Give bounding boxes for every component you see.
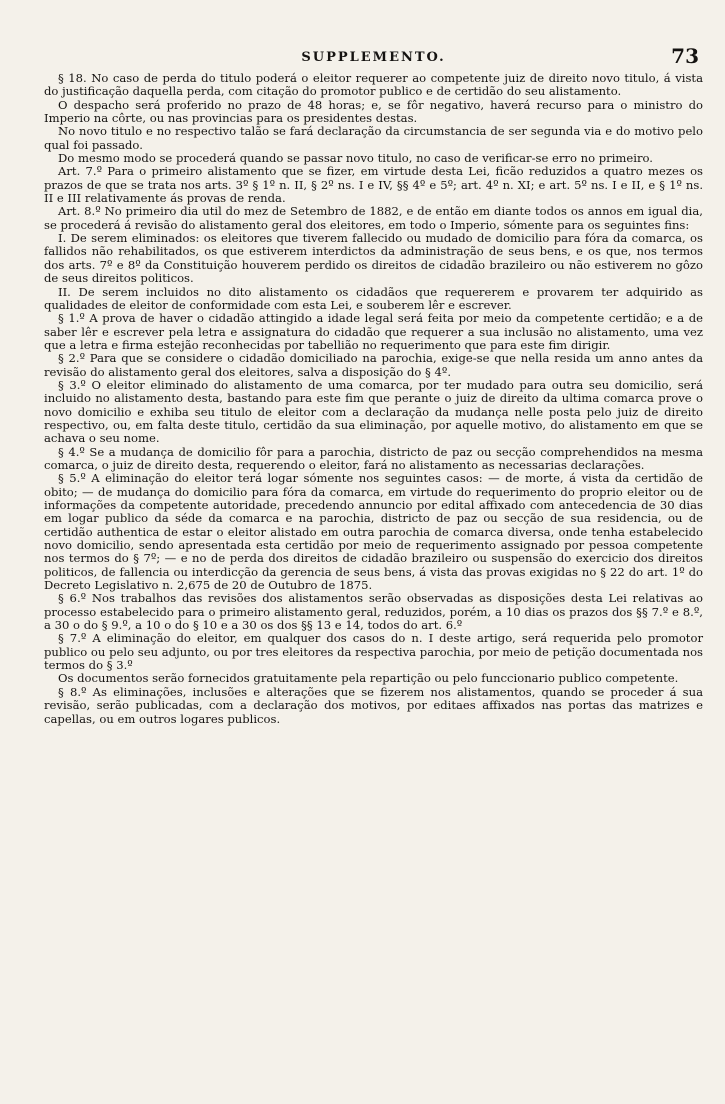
paragraph-item-i: I. De serem eliminados: os eleitores que tiverem fallecido ou mudado de domicilio para fóra da comarca, os fallidos não rehabilitados, os que estiverem interdictos da administração de seus bens, e os que, nos termos dos arts. 7º e 8º da Constituição houverem perdido os direitos de cidadão brazileiro ou não estiverem no gôzo de seus direitos politicos.	[44, 231, 703, 286]
page-number: 73	[671, 44, 699, 68]
running-title: SUPPLEMENTO.	[301, 50, 446, 65]
paragraph-s6: § 6.º Nos trabalhos das revisões dos alistamentos serão observadas as disposições desta Lei relativas ao processo estabelecido para o primeiro alistamento geral, reduzidos, porém, a 10 dias os prazos dos §§ 7.º e 8.º, a 30 o do § 9.º, a 10 o do § 10 e a 30 os dos §§ 13 e 14, todos do art. 6.º	[44, 591, 703, 633]
paragraph-art-7: Art. 7.º Para o primeiro alistamento que se fizer, em virtude desta Lei, ficão reduzidos a quatro mezes os prazos de que se trata nos arts. 3º § 1º n. II, § 2º ns. I e IV, §§ 4º e 5º; art. 4º n. XI; e art. 5º ns. I e II, e § 1º ns. II e III relativamente ás provas de renda.	[44, 164, 703, 206]
paragraph-s3: § 3.º O eleitor eliminado do alistamento de uma comarca, por ter mudado para outra seu domicilio, será incluido no alistamento desta, bastando para este fim que perante o juiz de direito da ultima comarca prove o novo domicilio e exhiba seu titulo de eleitor com a declaração da mudança nelle posta pelo juiz de direito respectivo, ou, em falta deste titulo, certidão da sua eliminação, por aquelle motivo, do alistamento em que se achava o seu nome.	[44, 377, 703, 446]
paragraph-s2: § 2.º Para que se considere o cidadão domiciliado na parochia, exige-se que nella resida um anno antes da revisão do alistamento geral dos eleitores, salva a disposição do § 4º.	[44, 351, 703, 379]
paragraph-despacho: O despacho será proferido no prazo de 48 horas; e, se fôr negativo, haverá recurso para o ministro do Imperio na côrte, ou nas provincias para os presidentes destas.	[44, 97, 703, 126]
paragraph-s1: § 1.º A prova de haver o cidadão attingido a idade legal será feita por meio da competente certidão; e a de saber lêr e escrever pela letra e assignatura do cidadão que requerer a sua inclusão no alistamento, uma vez que a letra e firma estejão reconhecidas por tabellião no requerimento que para este fim dirigir.	[44, 311, 703, 352]
paragraph-s18: § 18. No caso de perda do titulo poderá o eleitor requerer ao competente juiz de direito novo titulo, á vista do justificação daquella perda, com citação do promotor publico e de certidão do seu alistamento.	[44, 71, 703, 99]
paragraph-s7: § 7.º A eliminação do eleitor, em qualquer dos casos do n. I deste artigo, será requerida pelo promotor publico ou pelo seu adjunto, ou por tres eleitores da respectiva parochia, por meio de petição documentada nos termos do § 3.º	[44, 631, 703, 673]
paragraph-erro: Do mesmo modo se procederá quando se passar novo titulo, no caso de verificar-se erro no primeiro.	[58, 151, 653, 166]
paragraph-s4: § 4.º Se a mudança de domicilio fôr para a parochia, districto de paz ou secção comprehendidos na mesma comarca, o juiz de direito desta, requerendo o eleitor, fará no alistamento as necessarias declarações.	[44, 444, 703, 472]
paragraph-s5: § 5.º A eliminação do eleitor terá logar sómente nos seguintes casos: — de morte, á vista da certidão de obito; — de mudança do domicilio para fóra da comarca, em virtude do requerimento do proprio eleitor ou de informações da competente autoridade, precedendo annuncio por edital affixado com antecedencia de 30 dias em logar publico da séde da comarca e na parochia, districto de paz ou secção de sua residencia, ou de certidão authentica de estar o eleitor alistado em outra parochia de comarca diversa, onde tenha estabelecido novo domicilio, sendo apresentada esta certidão por meio de requerimento assignado por pessoa competente nos termos do § 7º; — e no de perda dos direitos de cidadão brazileiro ou suspensão do exercicio dos direitos politicos, de fallencia ou interdicção da gerencia de seus bens, á vista das provas exigidas no § 22 do art. 1º do Decreto Legislativo n. 2,675 de 20 de Outubro de 1875.	[44, 471, 703, 593]
paragraph-novo-titulo: No novo titulo e no respectivo talão se fará declaração da circumstancia de ser segunda via e do motivo pelo qual foi passado.	[44, 124, 703, 152]
paragraph-art-8: Art. 8.º No primeiro dia util do mez de Setembro de 1882, e de então em diante todos os annos em igual dia, se procederá á revisão do alistamento geral dos eleitores, em todo o Imperio, sómente para os seguintes fins:	[44, 204, 703, 232]
running-head	[44, 44, 703, 70]
paragraph-documentos: Os documentos serão fornecidos gratuitamente pela repartição ou pelo funccionario publico competente.	[58, 671, 679, 686]
body-text	[44, 72, 703, 726]
paragraph-item-ii: II. De serem incluidos no dito alistamento os cidadãos que requererem e provarem ter adquirido as qualidades de eleitor de conformidade com esta Lei, e souberem lêr e escrever.	[44, 284, 703, 312]
paragraph-s8: § 8.º As eliminações, inclusões e alterações que se fizerem nos alistamentos, quando se proceder á sua revisão, serão publicadas, com a declaração dos motivos, por editaes affixados nas portas das matrizes e capellas, ou em outros logares publicos.	[44, 684, 703, 726]
